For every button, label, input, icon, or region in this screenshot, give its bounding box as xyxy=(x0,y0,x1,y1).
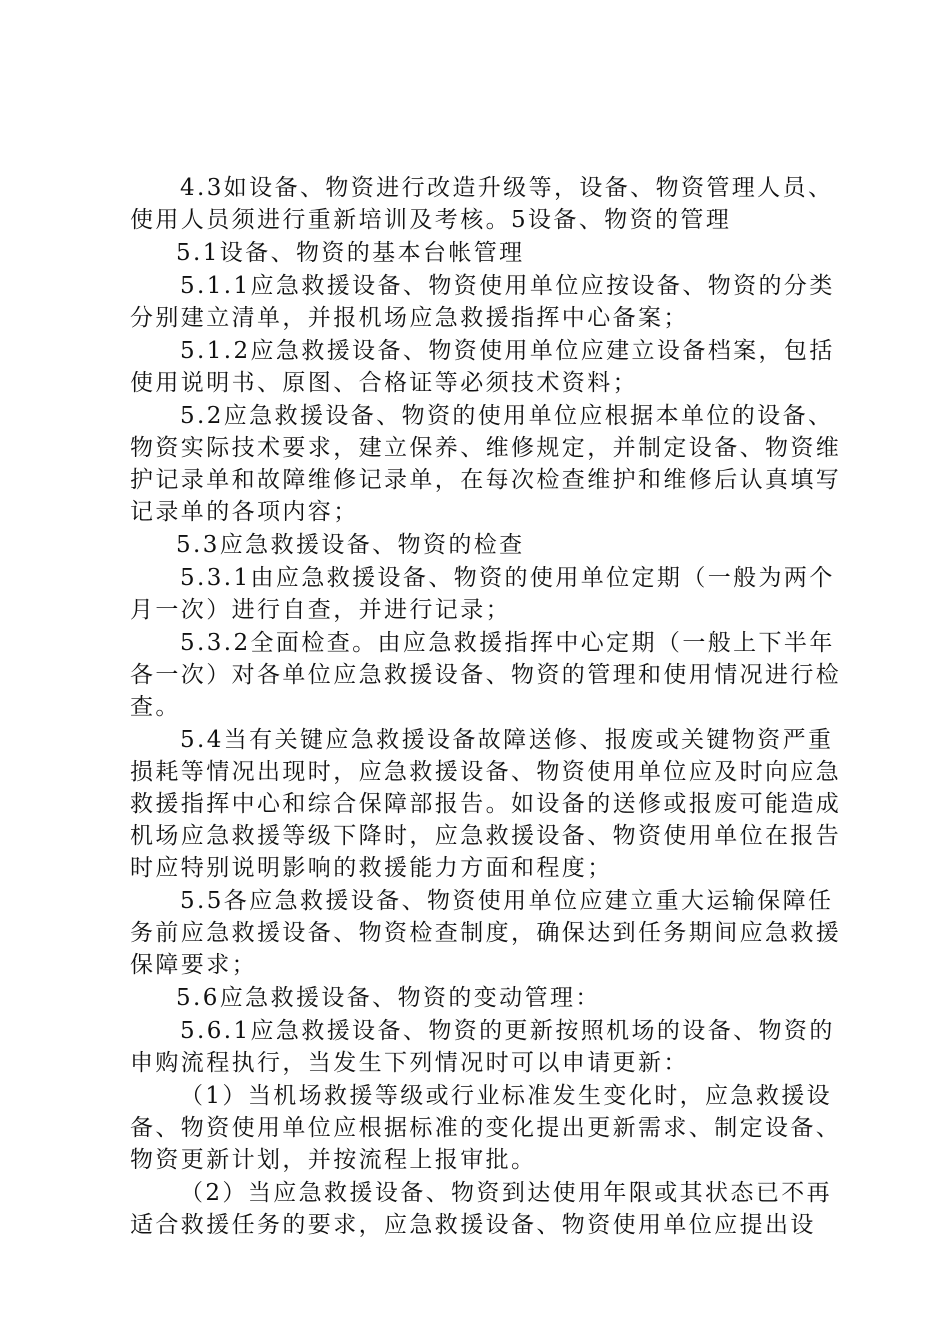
paragraph-5-1-2: 5.1.2应急救援设备、物资使用单位应建立设备档案，包括使用说明书、原图、合格证等必须技术资料； xyxy=(130,338,835,396)
paragraph-5-3-1: 5.3.1由应急救援设备、物资的使用单位定期（一般为两个月一次）进行自查，并进行记录； xyxy=(130,565,835,623)
paragraph-5-2: 5.2应急救援设备、物资的使用单位应根据本单位的设备、物资实际技术要求，建立保养、维修规定，并制定设备、物资维护记录单和故障维修记录单，在每次检查维护和维修后认真填写记录单的各项内容； xyxy=(130,403,842,525)
heading-5-3: 5.3应急救援设备、物资的检查 xyxy=(176,532,525,558)
paragraph-5-3-2: 5.3.2全面检查。由应急救援指挥中心定期（一般上下半年各一次）对各单位应急救援设备、物资的管理和使用情况进行检查。 xyxy=(130,630,842,720)
heading-5-6: 5.6应急救援设备、物资的变动管理： xyxy=(176,985,601,1011)
heading-5-1: 5.1设备、物资的基本台帐管理 xyxy=(176,240,525,266)
document-page xyxy=(130,172,845,1242)
paragraph-5-4: 5.4当有关键应急救援设备故障送修、报废或关键物资严重损耗等情况出现时，应急救援设备、物资使用单位应及时向应急救援指挥中心和综合保障部报告。如设备的送修或报废可能造成机场应急救援等级下降时，应急救援设备、物资使用单位在报告时应特别说明影响的救援能力方面和程度； xyxy=(130,727,842,881)
list-item-1: （1）当机场救援等级或行业标准发生变化时，应急救援设备、物资使用单位应根据标准的变化提出更新需求、制定设备、物资更新计划，并按流程上报审批。 xyxy=(130,1083,842,1173)
paragraph-5-1-1: 5.1.1应急救援设备、物资使用单位应按设备、物资的分类分别建立清单，并报机场应急救援指挥中心备案； xyxy=(130,273,835,331)
paragraph-5-6-1: 5.6.1应急救援设备、物资的更新按照机场的设备、物资的申购流程执行，当发生下列情况时可以申请更新： xyxy=(130,1018,835,1076)
list-item-2: （2）当应急救援设备、物资到达使用年限或其状态已不再适合救援任务的要求，应急救援设备、物资使用单位应提出设 xyxy=(130,1180,833,1238)
paragraph-5-5: 5.5各应急救援设备、物资使用单位应建立重大运输保障任务前应急救援设备、物资检查制度，确保达到任务期间应急救援保障要求； xyxy=(130,888,842,978)
paragraph-4-3: 4.3如设备、物资进行改造升级等，设备、物资管理人员、使用人员须进行重新培训及考核。5设备、物资的管理 xyxy=(130,175,834,233)
